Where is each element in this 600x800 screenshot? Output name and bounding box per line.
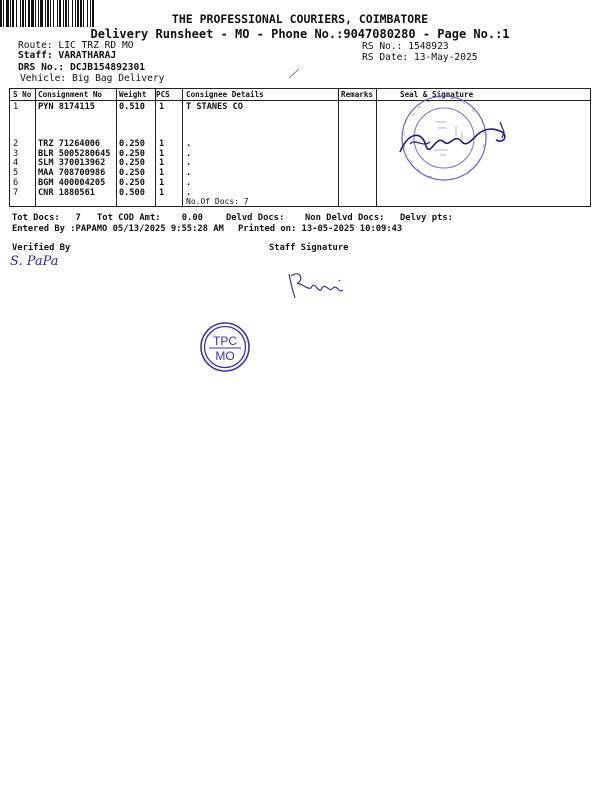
row-pcs: 1 [159,158,165,168]
row-weight: 0.250 [119,139,145,149]
non-delivered-docs: Non Delvd Docs: [305,213,385,223]
row-pcs: 1 [159,178,165,188]
row-sno: 3 [13,149,19,159]
row-consignment: BGM 400004205 [38,178,106,188]
delivery-points: Delvy pts: [400,213,453,223]
printed-on: Printed on: 13-05-2025 10:09:43 [238,224,403,234]
staff-field: Staff: VARATHARAJ [18,50,117,61]
office-seal-stamp [392,92,512,184]
col-header-remarks: Remarks [341,90,374,99]
drs-field: DRS No.: DCJB154892301 [18,62,146,73]
row-consignee: . [186,188,192,198]
row-weight: 0.510 [119,102,145,112]
vehicle-field: Vehicle: Big Bag Delivery [20,73,165,84]
stamp-text-tpc: TPC [213,334,237,348]
col-header-weight: Weight [119,90,147,99]
col-header-consignee: Consignee Details [186,90,264,99]
row-weight: 0.250 [119,178,145,188]
verifier-signature: S. PaPa [10,254,59,269]
row-sno: 1 [13,102,19,112]
row-consignee: . [186,149,192,159]
row-consignee: T STANES CO [186,102,243,112]
row-consignment: BLR 5005280645 [38,149,111,159]
row-consignment: PYN 8174115 [38,102,95,112]
row-pcs: 1 [159,102,165,112]
row-consignee: . [186,139,192,149]
total-cod-amount: Tot COD Amt: 0.00 [97,213,203,223]
rs-date: RS Date: 13-May-2025 [362,52,478,63]
row-sno: 7 [13,188,19,198]
company-title: THE PROFESSIONAL COURIERS, COIMBATORE [171,12,429,26]
runsheet-subtitle: Delivery Runsheet - MO - Phone No.:9047080280 - Page No.:1 [90,27,510,41]
row-consignment: TRZ 71264006 [38,139,101,149]
row-consignment: SLM 370013962 [38,158,106,168]
verified-by-label: Verified By [12,243,71,253]
entered-by: Entered By :PAPAMO 05/13/2025 9:55:28 AM [12,224,224,234]
row-sno: 4 [13,158,19,168]
row-consignee: . [186,158,192,168]
row-sno: 5 [13,168,19,178]
row-sno: 2 [13,139,19,149]
row-weight: 0.250 [119,168,145,178]
col-header-seal: Seal & Signature [400,90,474,99]
row-consignee: . [186,178,192,188]
staff-signature-scribble [285,268,355,302]
no-of-docs: No.Of Docs: 7 [186,197,249,206]
row-weight: 0.500 [119,188,145,198]
rs-number: RS No.: 1548923 [362,41,449,52]
row-consignment: MAA 708700986 [38,168,106,178]
row-pcs: 1 [159,139,165,149]
total-docs: Tot Docs: 7 [12,213,81,223]
col-header-sno: S No [13,90,32,99]
row-weight: 0.250 [119,149,145,159]
tpc-mo-stamp [199,321,251,373]
row-sno: 6 [13,178,19,188]
stamp-text-mo: MO [215,349,235,363]
delivered-docs: Delvd Docs: [226,213,285,223]
staff-signature-label: Staff Signature [269,243,349,253]
row-pcs: 1 [159,168,165,178]
row-consignee: . [186,168,192,178]
col-header-pcs: PCS [156,90,170,99]
row-pcs: 1 [159,188,165,198]
route-field: Route: LIC TRZ RD MO [18,40,134,51]
row-consignment: CNR 1880561 [38,188,95,198]
row-weight: 0.250 [119,158,145,168]
row-pcs: 1 [159,149,165,159]
col-header-consignment: Consignment No [38,90,103,99]
pen-mark-icon [287,66,301,80]
